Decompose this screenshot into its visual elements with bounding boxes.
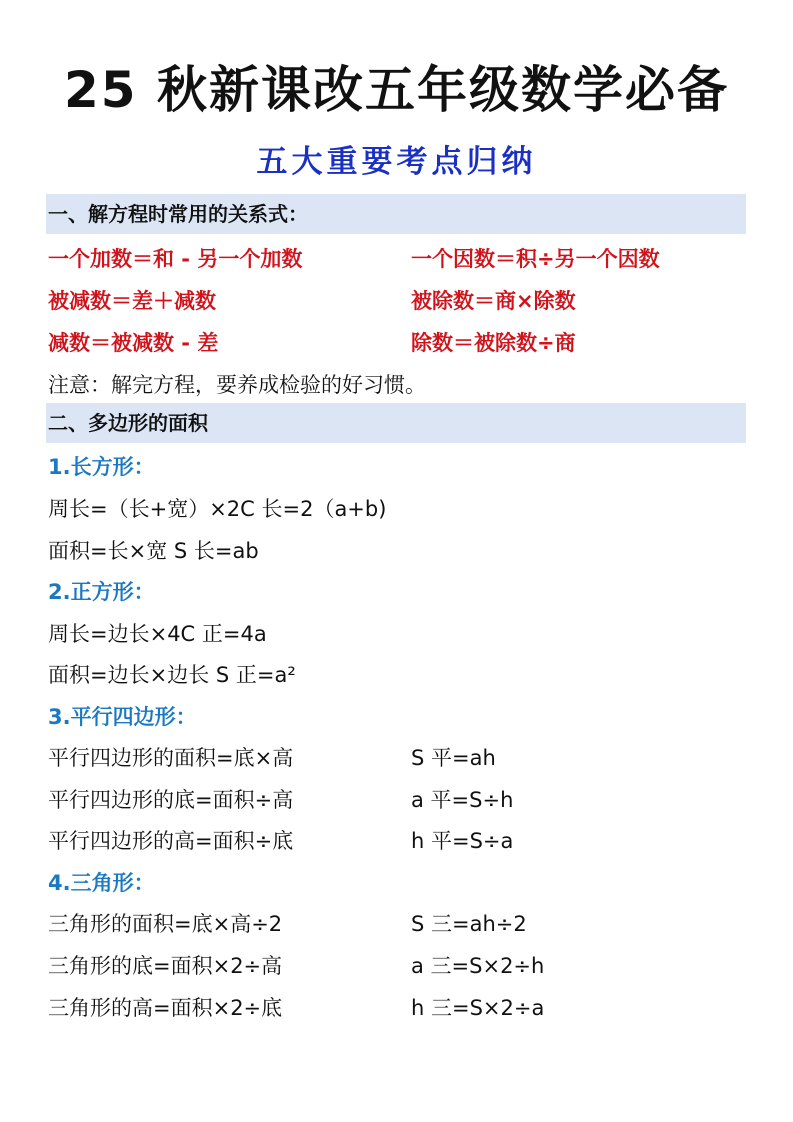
formula-line: 三角形的底=面积×2÷高 (48, 954, 283, 978)
formula-line: 平行四边形的高=面积÷底 (48, 829, 294, 853)
subheading-triangle: 4.三角形： (48, 871, 155, 895)
equation-relation: 一个因数＝积÷另一个因数 (411, 247, 660, 271)
formula-line: 平行四边形的面积=底×高 (48, 746, 294, 770)
formula-line: 周长=边长×4C 正=4a (48, 622, 267, 646)
formula-line: 三角形的面积=底×高÷2 (48, 912, 283, 936)
formula-symbol: a 平=S÷h (411, 788, 514, 812)
subheading-rectangle: 1.长方形： (48, 455, 155, 479)
equation-relation: 除数＝被除数÷商 (411, 331, 576, 355)
equation-relation: 减数＝被减数 - 差 (48, 331, 219, 355)
equation-relation: 一个加数＝和 - 另一个加数 (48, 247, 303, 271)
formula-symbol: S 平=ah (411, 746, 496, 770)
equation-relation: 被减数＝差＋减数 (48, 289, 216, 313)
formula-line: 面积=长×宽 S 长=ab (48, 539, 259, 563)
formula-line: 平行四边形的底=面积÷高 (48, 788, 294, 812)
formula-symbol: h 三=S×2÷a (411, 996, 545, 1020)
page-title: 25 秋新课改五年级数学必备 (64, 61, 729, 119)
formula-symbol: S 三=ah÷2 (411, 912, 527, 936)
formula-line: 面积=边长×边长 S 正=a² (48, 663, 296, 687)
formula-line: 周长=（长+宽）×2C 长=2（a+b) (48, 497, 387, 521)
section-heading-polygon-area: 二、多边形的面积 (46, 403, 746, 443)
subheading-parallelogram: 3.平行四边形： (48, 705, 197, 729)
formula-symbol: a 三=S×2÷h (411, 954, 545, 978)
note-text: 注意：解完方程，要养成检验的好习惯。 (48, 373, 426, 397)
subheading-square: 2.正方形： (48, 580, 155, 604)
equation-relation: 被除数＝商×除数 (411, 289, 576, 313)
formula-symbol: h 平=S÷a (411, 829, 514, 853)
formula-line: 三角形的高=面积×2÷底 (48, 996, 283, 1020)
page-subtitle: 五大重要考点归纳 (256, 144, 537, 180)
section-heading-equations: 一、解方程时常用的关系式： (46, 194, 746, 234)
